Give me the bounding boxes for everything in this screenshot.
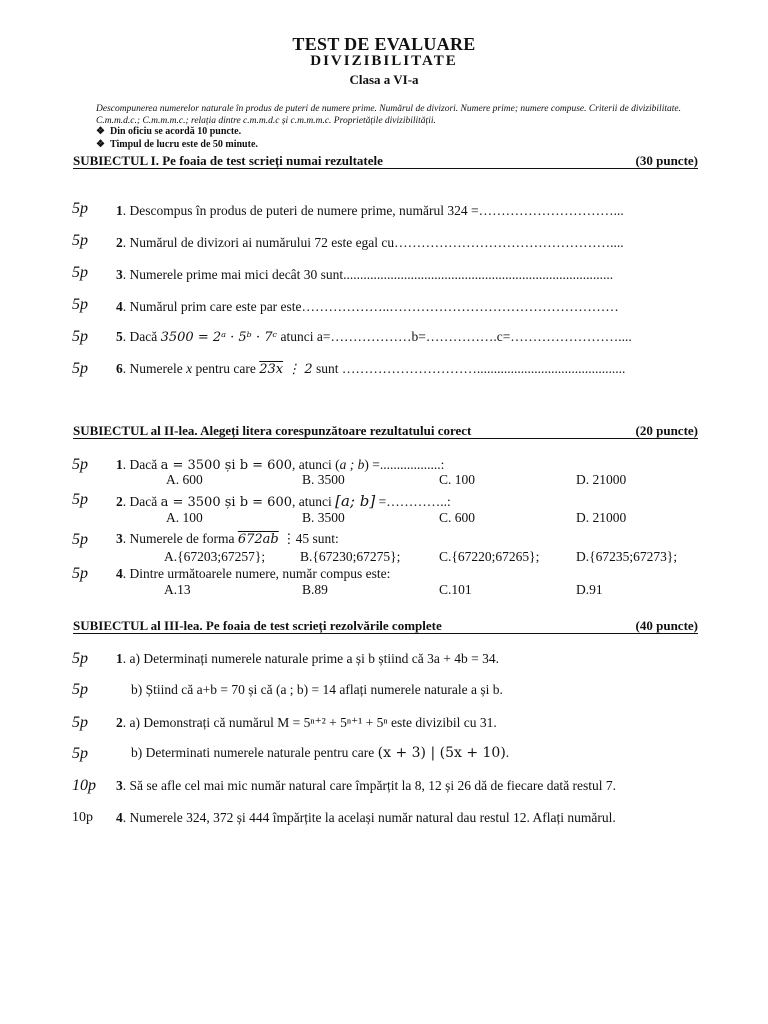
section-3-header	[73, 618, 698, 634]
question-3-2b: b) Determinati numerele naturale pentru care (x + 3) | (5x + 10).	[131, 745, 510, 761]
note-points: ❖ Din oficiu se acordă 10 puncte.	[96, 126, 242, 137]
option-a: A. 100	[166, 510, 203, 525]
question-2-2: 2. Dacă a = 3500 și b = 600, atunci [a; b] =…………..:	[116, 492, 451, 510]
item-points: 5p	[72, 232, 88, 249]
question-1-2: 2. Numărul de divizori ai numărului 72 este egal cu…………………………………………....	[116, 235, 624, 250]
section-1-header	[73, 153, 698, 169]
question-2-4: 4. Dintre următoarele numere, număr compus este:	[116, 566, 391, 581]
question-3-2a: 2. a) Demonstrați că numărul M = 5ⁿ⁺² + 5ⁿ⁺¹ + 5ⁿ este divizibil cu 31.	[116, 715, 497, 730]
question-1-5: 5. Dacă 3500 = 2ᵃ · 5ᵇ · 7ᶜ atunci a=………………b=…………….c=……………………....	[116, 329, 632, 345]
item-points: 5p	[72, 565, 88, 582]
question-3-3: 3. Să se afle cel mai mic număr natural care împărțit la 8, 12 și 26 dă de fiecare dată restul 7.	[116, 778, 617, 793]
question-2-1: 1. Dacă a = 3500 și b = 600, atunci (a ; b) =..................:	[116, 457, 445, 473]
option-d: D.91	[576, 582, 603, 597]
page-title: TEST DE EVALUARE	[292, 34, 476, 54]
question-1-3: 3. Numerele prime mai mici decât 30 sunt................................................................................	[116, 267, 614, 282]
option-d: D.{67235;67273};	[576, 549, 678, 564]
section-2-points: (20 puncte)	[635, 423, 698, 438]
option-b: B.89	[302, 582, 328, 597]
option-a: A.{67203;67257};	[164, 549, 266, 564]
item-points: 5p	[72, 531, 88, 548]
question-3-1a: 1. a) Determinați numerele naturale prime a și b știind că 3a + 4b = 34.	[116, 651, 499, 666]
option-a: A.13	[164, 582, 191, 597]
topics-description: Descompunerea numerelor naturale în produs de puteri de numere prime. Numărul de divizori. Numere prime; numere compuse. Criterii de divizibilitate. C.m.m.d.c.; C.m.m.m.c.; relația dintre c.m.m.d.c și c.m.m.m.c. Proprietățile divizibilității.	[96, 104, 681, 126]
option-a: A. 600	[166, 472, 203, 487]
class-label: Clasa a VI-a	[349, 72, 419, 87]
page-subtitle: DIVIZIBILITATE	[310, 53, 458, 69]
question-1-4: 4. Numărul prim care este par este………………..……………………………………………	[116, 299, 619, 314]
option-b: B.{67230;67275};	[300, 549, 401, 564]
item-points: 5p	[72, 296, 88, 313]
section-1-title: SUBIECTUL I. Pe foaia de test scrieți numai rezultatele	[73, 153, 383, 168]
item-points: 10p	[72, 810, 93, 825]
question-1-1: 1. Descompus în produs de puteri de numere prime, numărul 324 =…………………………...	[116, 203, 624, 218]
section-3-points: (40 puncte)	[635, 618, 698, 633]
item-points: 5p	[72, 360, 88, 377]
item-points: 5p	[72, 650, 88, 667]
bullet-icon: ❖	[96, 126, 105, 137]
option-d: D. 21000	[576, 472, 627, 487]
option-b: B. 3500	[302, 510, 345, 525]
option-c: C.{67220;67265};	[439, 549, 540, 564]
item-points: 5p	[72, 264, 88, 281]
item-points: 5p	[72, 328, 88, 345]
option-c: C.101	[439, 582, 472, 597]
option-c: C. 100	[439, 472, 476, 487]
item-points: 5p	[72, 200, 88, 217]
section-3-title: SUBIECTUL al III-lea. Pe foaia de test scrieți rezolvările complete	[73, 618, 442, 633]
item-points: 5p	[72, 745, 88, 762]
section-2-header	[73, 423, 698, 439]
section-2-title: SUBIECTUL al II-lea. Alegeți litera corespunzătoare rezultatului corect	[73, 423, 472, 438]
item-points: 5p	[72, 681, 88, 698]
item-points: 10p	[72, 777, 96, 794]
question-3-1b: b) Știind că a+b = 70 și că (a ; b) = 14 aflați numerele naturale a și b.	[131, 682, 503, 697]
item-points: 5p	[72, 491, 88, 508]
item-points: 5p	[72, 456, 88, 473]
section-1-points: (30 puncte)	[635, 153, 698, 168]
question-1-6: 6. Numerele x pentru care 23x ⋮ 2 sunt …………………………............................................	[116, 361, 626, 377]
option-d: D. 21000	[576, 510, 627, 525]
option-b: B. 3500	[302, 472, 345, 487]
question-3-4: 4. Numerele 324, 372 și 444 împărțite la același număr natural dau restul 12. Aflați numărul.	[116, 810, 616, 825]
bullet-icon: ❖	[96, 139, 105, 150]
question-2-3: 3. Numerele de forma 672ab ⋮45 sunt:	[116, 531, 339, 547]
note-time: ❖ Timpul de lucru este de 50 minute.	[96, 139, 258, 150]
option-c: C. 600	[439, 510, 476, 525]
item-points: 5p	[72, 714, 88, 731]
